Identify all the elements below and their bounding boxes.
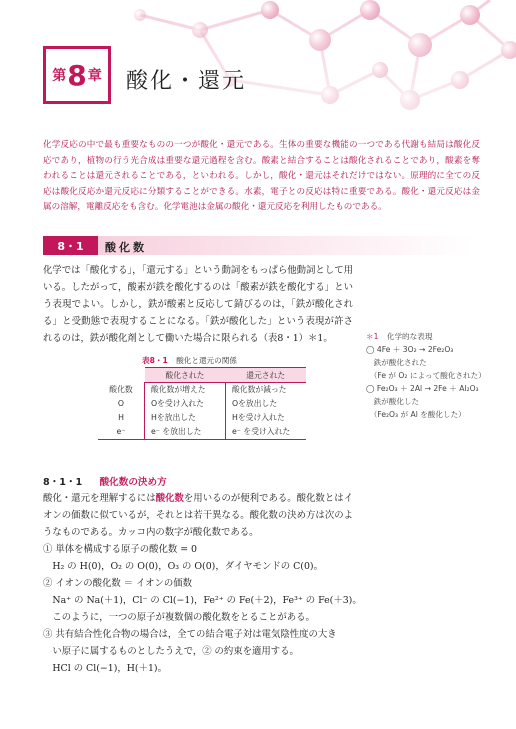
oxidation-reduction-table xyxy=(98,367,306,440)
paragraph-verb-usage: 化学では「酸化する」，「還元する」という動詞をもっぱら他動詞として用いる。したがって，酸素が鉄を酸化するのは「酸素が鉄を酸化する」という表現でよい。しかし，鉄が酸素と反応して錆びるのは，「鉄が酸化される」と受動態で表現することになる。「鉄が酸化した」という表現が許されるのは，鉄が酸化剤として働いた場合に限られる（表8・1）＊1。 xyxy=(43,265,353,344)
table-header-cell: 還元された xyxy=(226,368,307,383)
chapter-prefix: 第 xyxy=(52,68,67,84)
table-cell: Oを放出した xyxy=(232,399,278,408)
paragraph-text: を用いるのが便利である。酸化数とはイオンの価数に似ているが，それとは若干異なる。酸化数の決め方は次のようなものである。カッコ内の数字が酸化数である。 xyxy=(43,493,353,538)
table-cell: e⁻ を受け入れた xyxy=(226,425,307,440)
table-cell: 酸化数 xyxy=(98,383,145,398)
side-note-line: （Fe が O₂ によって酸化された） xyxy=(366,371,486,380)
key-term: 酸化数 xyxy=(155,493,184,504)
chapter-number-badge xyxy=(43,46,111,104)
table-caption xyxy=(142,355,237,366)
table-cell: H xyxy=(98,411,145,425)
table-header-cell xyxy=(98,368,145,383)
subsection-heading xyxy=(43,474,167,488)
paragraph-text: 酸化・還元を理解するには xyxy=(43,493,156,504)
table-row xyxy=(98,397,306,411)
table-cell: O xyxy=(98,397,145,411)
rule-line: H₂ の H(0)，O₂ の O(0)，O₃ の O(0)，ダイヤモンドの C(0)。 xyxy=(43,561,323,572)
side-note xyxy=(366,330,496,421)
rule-line: Na⁺ の Na(＋1)，Cl⁻ の Cl(−1)，Fe²⁺ の Fe(＋2)，Fe³⁺ の Fe(＋3)。 xyxy=(43,595,362,606)
table-cell: Hを放出した xyxy=(145,411,226,425)
table-header-row xyxy=(98,368,306,383)
table-cell: 酸化数が減った xyxy=(232,385,287,394)
table-header-cell: 酸化された xyxy=(145,368,226,383)
rule-line: HCl の Cl(−1)，H(＋1)。 xyxy=(43,663,167,674)
chapter-number: 8 xyxy=(67,58,87,92)
table-row xyxy=(98,411,306,425)
section-number: 8・1 xyxy=(43,236,98,255)
section-title: 酸化数 xyxy=(105,241,147,254)
table-cell: e⁻ xyxy=(98,425,145,440)
table-caption-text: 酸化と還元の関係 xyxy=(176,356,237,365)
side-note-line: ◯ Fe₂O₃ ＋ 2Al → 2Fe ＋ Al₂O₃ xyxy=(366,384,479,393)
subsection-title: 酸化数の決め方 xyxy=(99,477,167,488)
chapter-title: 酸化・還元 xyxy=(126,69,247,94)
table-cell: Hを受け入れた xyxy=(232,413,285,422)
paragraph-oxidation-number xyxy=(43,490,353,541)
table-row xyxy=(98,425,306,440)
subsection-number: 8・1・1 xyxy=(43,477,83,488)
rule-line: ③ 共有結合性化合物の場合は，全ての結合電子対は電気陰性度の大き xyxy=(43,629,337,640)
table-cell: Oを受け入れた xyxy=(145,397,226,411)
rule-line: ① 単体を構成する原子の酸化数 = 0 xyxy=(43,544,198,555)
side-note-line: （Fe₂O₃ が Al を酸化した） xyxy=(366,410,466,419)
table-caption-number: 表8・1 xyxy=(142,356,168,365)
rule-line: ② イオンの酸化数 ＝ イオンの価数 xyxy=(43,578,193,589)
rule-line: い原子に属するものとしたうえで，② の約束を適用する。 xyxy=(43,646,299,657)
side-note-heading xyxy=(366,330,496,343)
chapter-intro: 化学反応の中で最も重要なものの一つが酸化・還元である。生体の重要な機能の一つである代謝も結局は酸化反応であり，植物の行う光合成は重要な還元過程を含む。酸素と結合することは酸化されることであり，酸素を奪われることは還元されることである，といわれる。しかし，酸化・還元はそれだけではない。原理的に全ての反応は酸化反応か還元反応に分類することができる。水素，電子との反応は特に重要である。酸化・還元反応は金属の溶解，電離反応をも含む。化学電池は金属の酸化・還元反応を利用したものである。 xyxy=(43,140,480,212)
side-note-line: 鉄が酸化された xyxy=(366,358,427,367)
rule-line: このように，一つの原子が複数個の酸化数をとることがある。 xyxy=(43,612,315,623)
side-note-line: 鉄が酸化した xyxy=(366,397,420,406)
table-cell: 酸化数が増えた xyxy=(145,383,226,398)
side-note-mark: ＊1 xyxy=(366,332,379,341)
side-note-line: ◯ 4Fe ＋ 3O₂ → 2Fe₂O₃ xyxy=(366,345,454,354)
table-row xyxy=(98,383,306,398)
chapter-suffix: 章 xyxy=(87,68,102,84)
table-cell: e⁻ を放出した xyxy=(145,425,226,440)
side-note-title: 化学的な表現 xyxy=(386,332,433,341)
